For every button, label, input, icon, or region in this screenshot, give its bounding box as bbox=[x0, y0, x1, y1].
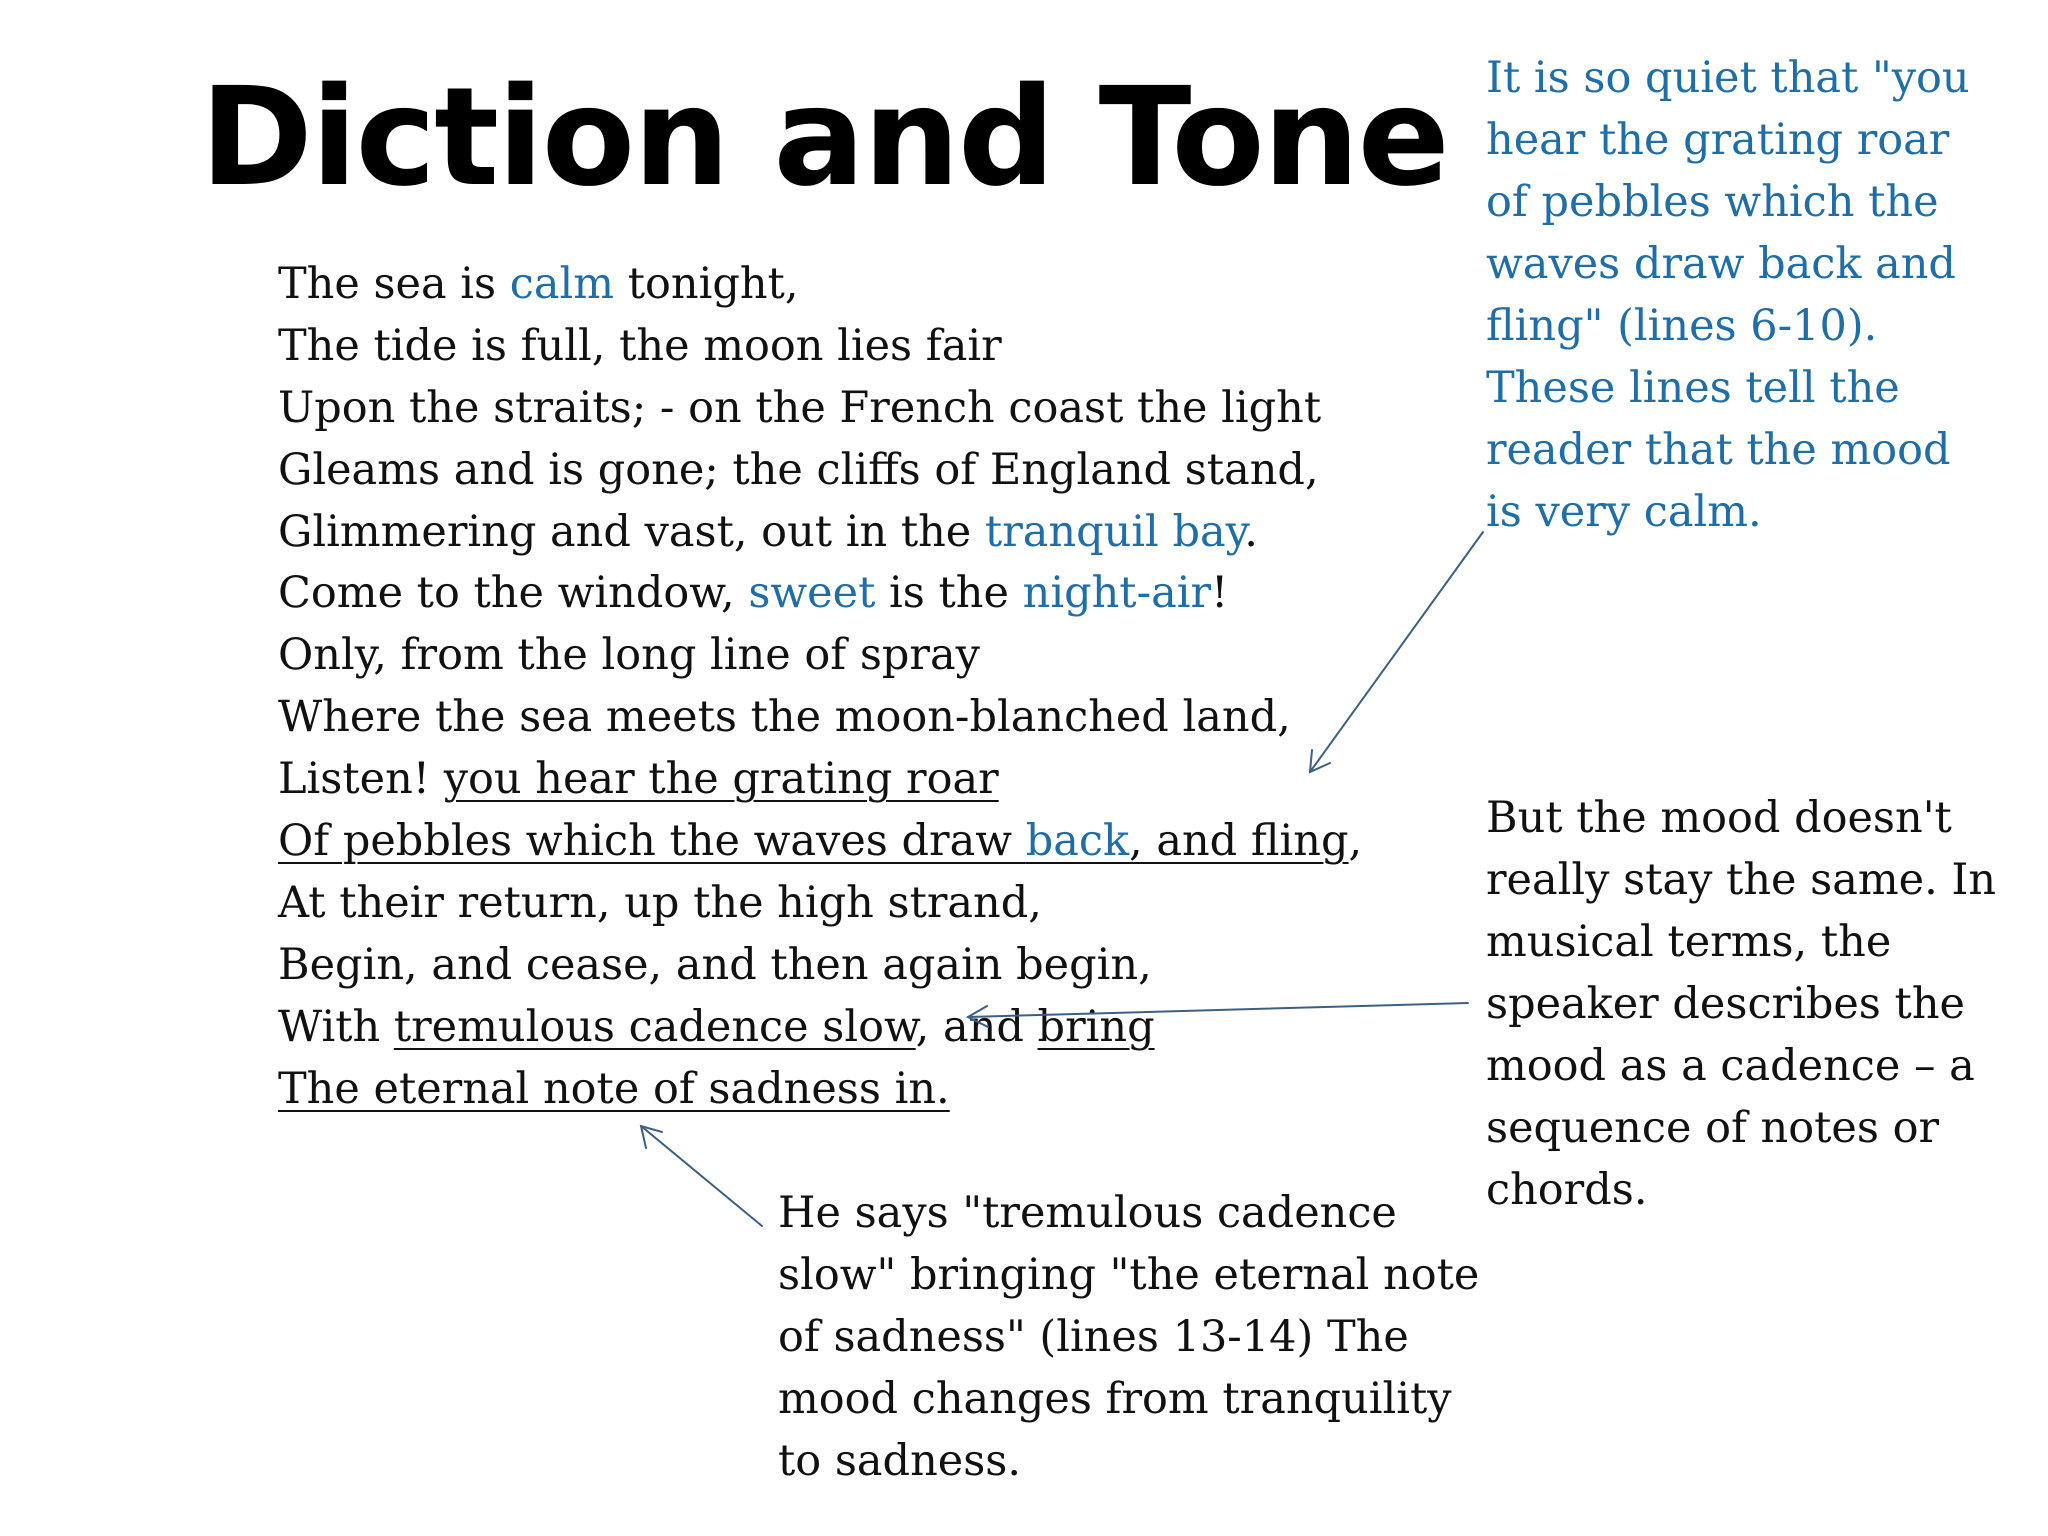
underlined-grating-roar: you hear the grating roar bbox=[443, 754, 999, 805]
annotation-calm-mood bbox=[1486, 47, 1970, 543]
poem-line-11: At their return, up the high strand, bbox=[278, 877, 1042, 928]
poem-line-12: Begin, and cease, and then again begin, bbox=[278, 939, 1152, 990]
poem-line-9: Listen! you hear the grating roar bbox=[278, 754, 999, 805]
poem-line-1: The sea is calm tonight, bbox=[278, 259, 799, 309]
poem-line-10: Of pebbles which the waves draw back, and fling, bbox=[278, 816, 1363, 867]
annotation-line: chords. bbox=[1486, 1165, 1648, 1215]
annotation-line: waves draw back and bbox=[1486, 239, 1956, 289]
annotation-line: These lines tell the bbox=[1486, 363, 1900, 413]
annotation-line: mood as a cadence – a bbox=[1486, 1041, 1975, 1091]
annotation-line: It is so quiet that "you bbox=[1486, 53, 1970, 103]
annotation-line: sequence of notes or bbox=[1486, 1103, 1940, 1153]
poem-line-2: The tide is full, the moon lies fair bbox=[278, 320, 1002, 371]
annotation-line: But the mood doesn't bbox=[1486, 793, 1952, 843]
poem-line-4: Gleams and is gone; the cliffs of England stand, bbox=[278, 444, 1319, 495]
underlined-bring: bring bbox=[1037, 1001, 1155, 1052]
arrow-to-eternal-note bbox=[641, 1126, 762, 1226]
poem-line-13: With tremulous cadence slow, and bring bbox=[278, 1001, 1155, 1052]
annotation-line: fling" (lines 6-10). bbox=[1486, 301, 1878, 351]
annotation-line: to sadness. bbox=[778, 1436, 1022, 1486]
annotation-line: reader that the mood bbox=[1486, 425, 1951, 475]
annotation-cadence bbox=[1486, 787, 1996, 1221]
underlined-pebbles: Of pebbles which the waves draw back, and fling bbox=[278, 816, 1349, 867]
poem-line-8: Where the sea meets the moon-blanched land, bbox=[278, 692, 1291, 743]
annotation-line: slow" bringing "the eternal note bbox=[778, 1250, 1480, 1300]
highlight-night-air: night-air bbox=[1022, 568, 1212, 619]
annotation-line: mood changes from tranquility bbox=[778, 1374, 1452, 1424]
poem-line-5: Glimmering and vast, out in the tranquil bay. bbox=[278, 506, 1258, 557]
highlight-tranquil-bay: tranquil bay bbox=[984, 506, 1245, 557]
poem bbox=[278, 254, 1362, 1120]
page-title: Diction and Tone bbox=[200, 59, 1448, 217]
poem-line-6: Come to the window, sweet is the night-air! bbox=[278, 568, 1229, 619]
annotation-line: really stay the same. In bbox=[1486, 855, 1997, 905]
poem-line-7: Only, from the long line of spray bbox=[278, 630, 980, 681]
highlight-calm: calm bbox=[509, 259, 615, 309]
annotation-line: hear the grating roar bbox=[1486, 115, 1950, 165]
underlined-tremulous-cadence: tremulous cadence slow bbox=[393, 1001, 916, 1052]
annotation-line: He says "tremulous cadence bbox=[778, 1188, 1397, 1238]
highlight-back: back bbox=[1025, 816, 1130, 867]
poem-line-3: Upon the straits; - on the French coast the light bbox=[278, 382, 1322, 433]
annotation-line: musical terms, the bbox=[1486, 917, 1892, 967]
annotation-line: of sadness" (lines 13-14) The bbox=[778, 1312, 1409, 1362]
annotation-sadness bbox=[778, 1182, 1479, 1492]
highlight-sweet: sweet bbox=[748, 568, 876, 619]
annotation-line: is very calm. bbox=[1486, 487, 1762, 537]
poem-line-14: The eternal note of sadness in. bbox=[278, 1063, 950, 1114]
annotation-line: of pebbles which the bbox=[1486, 177, 1939, 227]
annotation-line: speaker describes the bbox=[1486, 979, 1965, 1029]
